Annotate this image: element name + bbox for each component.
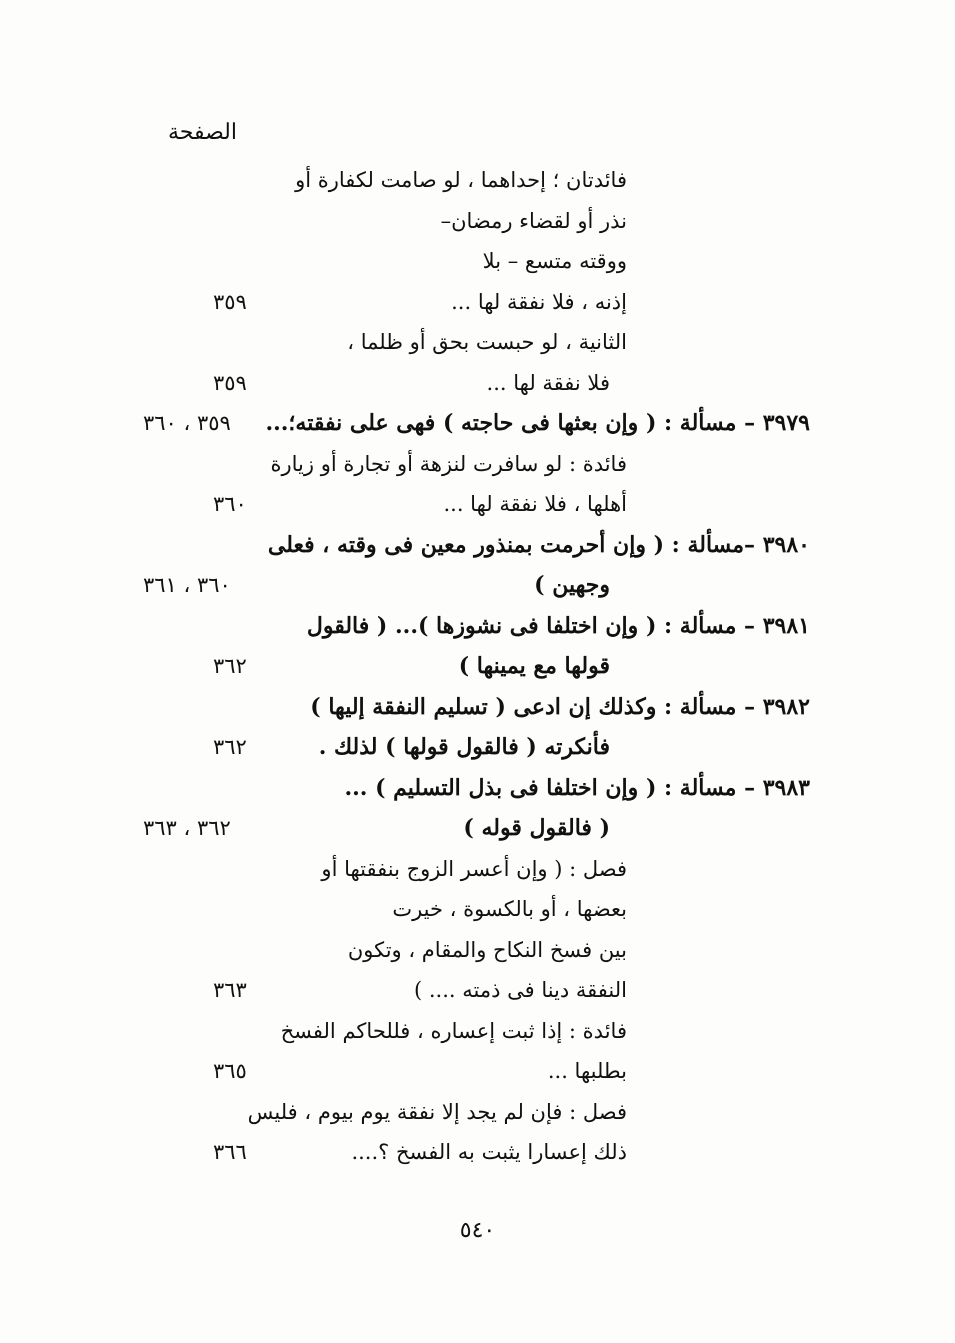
- index-entry: [0, 687, 955, 727]
- index-entry: [0, 444, 955, 484]
- entry-text: وجهين ): [534, 572, 610, 598]
- entry-text: فأنكرته ( فالقول قولها ) لذلك .: [318, 734, 610, 760]
- entry-page-reference: ٣٦٥: [213, 1059, 247, 1083]
- index-entry: [0, 930, 955, 970]
- index-entry: [0, 1092, 955, 1132]
- entry-text: قولها مع يمينها ): [458, 653, 610, 679]
- page-column-label: الصفحة: [167, 120, 237, 145]
- index-entry: [0, 282, 955, 322]
- entry-text: ٣٩٨٢ – مسألة : وكذلك إن ادعى ( تسليم النفقة إليها ): [310, 694, 810, 720]
- index-entry: [0, 889, 955, 929]
- entry-text: فائدتان ؛ إحداهما ، لو صامت لكفارة أو: [295, 168, 627, 192]
- entry-text: إذنه ، فلا نفقة لها ...: [451, 290, 627, 314]
- entry-page-reference: ٣٦٦: [213, 1140, 247, 1164]
- entry-text: أهلها ، فلا نفقة لها ...: [443, 492, 627, 516]
- entry-text: فصل : فإن لم يجد إلا نفقة يوم بيوم ، فليس: [247, 1100, 627, 1124]
- index-entry: [0, 484, 955, 524]
- entry-page-reference: ٣٥٩: [213, 371, 247, 395]
- index-entry: [0, 768, 955, 808]
- entry-text: الثانية ، لو حبست بحق أو ظلما ،: [347, 330, 627, 354]
- entry-text: بطلبها ...: [547, 1059, 627, 1083]
- page-number: ٥٤٠: [459, 1218, 496, 1243]
- index-entry: [0, 808, 955, 848]
- entry-text: النفقة دينا فى ذمته .... ): [413, 978, 627, 1002]
- entry-page-reference: ٣٦٠: [213, 492, 247, 516]
- entry-text: بين فسخ النكاح والمقام ، وتكون: [347, 938, 627, 962]
- entry-text: فائدة : لو سافرت لنزهة أو تجارة أو زيارة: [270, 452, 627, 476]
- entry-page-reference: ٣٥٩: [213, 290, 247, 314]
- entry-page-reference: ٣٦٢: [213, 654, 247, 678]
- index-entry: [0, 565, 955, 605]
- entry-text: ووقته متسع – بلا: [482, 249, 627, 273]
- entry-text: نذر أو لقضاء رمضان–: [440, 209, 627, 233]
- entry-page-reference: ٣٦٢ ، ٣٦٣: [143, 816, 231, 840]
- index-entry: [0, 727, 955, 767]
- index-entry: [0, 363, 955, 403]
- index-entry: [0, 403, 955, 443]
- index-entry: [0, 160, 955, 200]
- entry-text: فصل : ( وإن أعسر الزوج بنفقتها أو: [321, 857, 627, 881]
- index-entry: [0, 970, 955, 1010]
- index-entry: [0, 849, 955, 889]
- entry-text: ( فالقول قوله ): [463, 815, 610, 841]
- entry-text: ذلك إعسارا يثبت به الفسخ ؟....: [351, 1140, 627, 1164]
- index-entry: [0, 606, 955, 646]
- index-entry: [0, 1132, 955, 1172]
- entry-page-reference: ٣٦٢: [213, 735, 247, 759]
- index-entry: [0, 322, 955, 362]
- index-entry: [0, 201, 955, 241]
- entry-page-reference: ٣٦٣: [213, 978, 247, 1002]
- entry-page-reference: ٣٥٩ ، ٣٦٠: [143, 411, 231, 435]
- entry-text: ٣٩٨١ – مسألة : ( وإن اختلفا فى نشوزها )... ( فالقول: [306, 613, 810, 639]
- index-entry: [0, 1011, 955, 1051]
- entry-text: فلا نفقة لها ...: [486, 371, 610, 395]
- index-entry: [0, 646, 955, 686]
- entry-text: ٣٩٧٩ – مسألة : ( وإن بعثها فى حاجته ) فهى على نفقته؛...: [265, 410, 810, 436]
- entry-text: فائدة : إذا ثبت إعساره ، فللحاكم الفسخ: [280, 1019, 627, 1043]
- entry-text: بعضها ، أو بالكسوة ، خيرت: [392, 897, 627, 921]
- entry-page-reference: ٣٦٠ ، ٣٦١: [143, 573, 231, 597]
- index-entry: [0, 1051, 955, 1091]
- entry-text: ٣٩٨٠ –مسألة : ( وإن أحرمت بمنذور معين فى وقته ، فعلى: [267, 532, 810, 558]
- index-entry: [0, 241, 955, 281]
- index-entry: [0, 525, 955, 565]
- entry-text: ٣٩٨٣ – مسألة : ( وإن اختلفا فى بذل التسليم ) ...: [344, 775, 810, 801]
